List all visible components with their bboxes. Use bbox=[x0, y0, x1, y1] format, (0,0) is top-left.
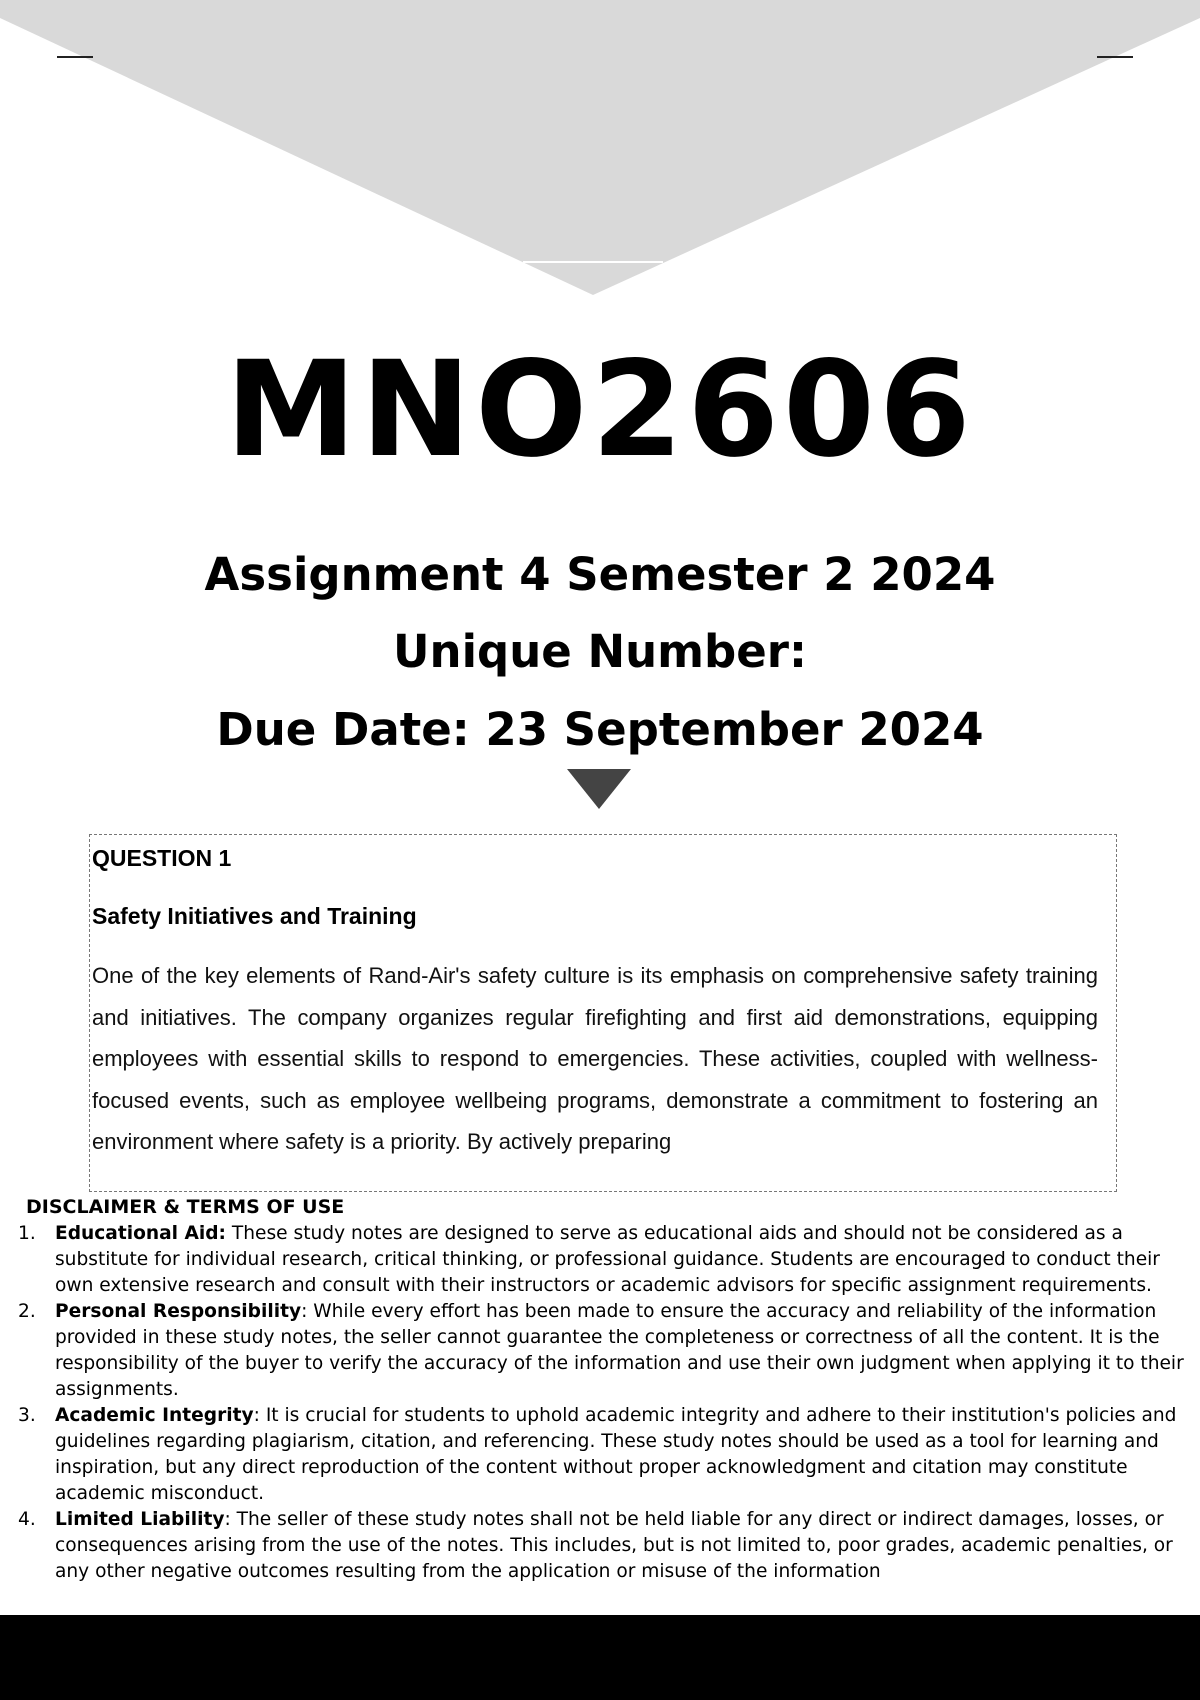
terms-item-heading: Educational Aid: bbox=[55, 1223, 226, 1244]
terms-item bbox=[18, 1221, 1188, 1299]
disclaimer-terms-list bbox=[18, 1221, 1188, 1613]
terms-item-heading: Limited Liability bbox=[55, 1509, 225, 1530]
terms-item-number: 4. bbox=[18, 1509, 36, 1530]
corner-rule-right bbox=[1097, 56, 1133, 58]
chevron-shape bbox=[0, 0, 1200, 295]
unique-number-line: Unique Number: bbox=[393, 625, 807, 678]
terms-item-text: : While every effort has been made to ensure the accuracy and reliability of the information provided in these study notes, the seller cannot guarantee the completeness or correctness of all the content. It is the responsibility of the buyer to verify the accuracy of the information and use their own judgment when applying it to their assignments. bbox=[55, 1301, 1184, 1400]
question-body-text: One of the key elements of Rand-Air's safety culture is its emphasis on comprehensive safety training and initiatives. The company organizes regular firefighting and first aid demonstrations, equipping employees with essential skills to respond to emergencies. These activities, coupled with wellness-focused events, such as employee wellbeing programs, demonstrate a commitment to fostering an environment where safety is a priority. By actively preparing bbox=[92, 963, 1098, 1154]
header-chevron-banner bbox=[0, 0, 1200, 300]
question-title: QUESTION 1 bbox=[92, 845, 232, 871]
bottom-black-bar bbox=[0, 1615, 1200, 1700]
terms-item-text: : It is crucial for students to uphold academic integrity and adhere to their institution's policies and guidelines regarding plagiarism, citation, and referencing. These study notes should be used as a tool for learning and inspiration, but any direct reproduction of the content without proper acknowledgment and citation may constitute academic misconduct. bbox=[55, 1405, 1177, 1504]
assignment-line: Assignment 4 Semester 2 2024 bbox=[204, 548, 996, 601]
terms-item bbox=[18, 1403, 1188, 1507]
due-date-line: Due Date: 23 September 2024 bbox=[216, 703, 984, 756]
terms-item-text: These study notes are designed to serve as educational aids and should not be considered as a substitute for individual research, critical thinking, or professional guidance. Students are encouraged to conduct their own extensive research and consult with their instructors or academic advisors for specific assignment requirements. bbox=[55, 1223, 1160, 1296]
terms-item-heading: Personal Responsibility bbox=[55, 1301, 302, 1322]
question-subtitle: Safety Initiatives and Training bbox=[92, 903, 417, 929]
terms-item-heading: Academic Integrity bbox=[55, 1405, 254, 1426]
terms-item-number: 1. bbox=[18, 1223, 36, 1244]
terms-item bbox=[18, 1507, 1188, 1585]
terms-item-text: : The seller of these study notes shall not be held liable for any direct or indirect damages, losses, or consequences arising from the use of the notes. This includes, but is not limited to, poor grades, academic penalties, or any other negative outcomes resulting from the application or misuse of the information bbox=[55, 1509, 1173, 1582]
terms-item-number: 2. bbox=[18, 1301, 36, 1322]
terms-item bbox=[18, 1299, 1188, 1403]
course-code-title: MNO2606 bbox=[225, 333, 975, 487]
disclaimer-title: DISCLAIMER & TERMS OF USE bbox=[26, 1196, 345, 1218]
corner-rule-left bbox=[57, 56, 93, 58]
terms-item-number: 3. bbox=[18, 1405, 36, 1426]
down-triangle-icon bbox=[567, 769, 631, 809]
